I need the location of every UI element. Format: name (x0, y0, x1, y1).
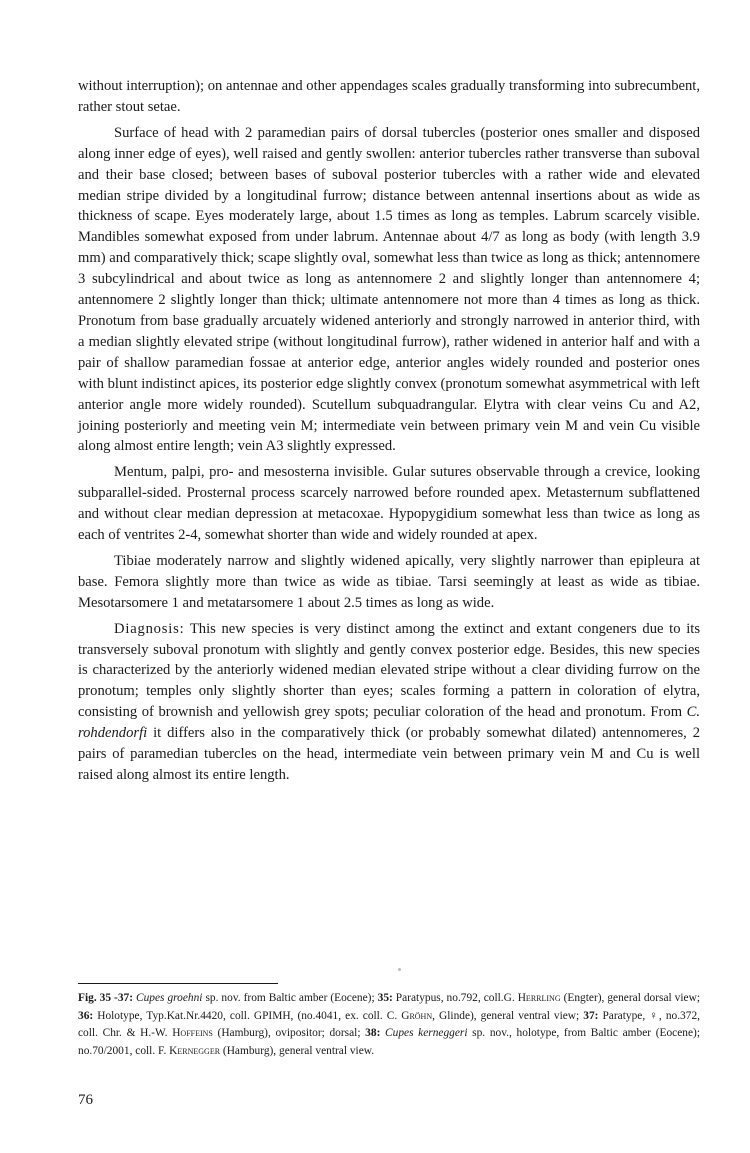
speck (398, 968, 401, 971)
caption-collector-2: Gröhn (401, 1009, 433, 1022)
caption-fig-label: Fig. 35 -37: (78, 992, 134, 1004)
caption-text-1: sp. nov. from Baltic amber (Eocene); (202, 992, 378, 1004)
paragraph-diagnosis (78, 619, 700, 786)
caption-text-6: Paratype, ♀, no.372, coll. Chr. & H.-W. (78, 1009, 700, 1040)
caption-text-5: , Glinde), general ventral view; (432, 1009, 584, 1022)
page-number: 76 (78, 1092, 93, 1108)
caption-text-4: Holotype, Typ.Kat.Nr.4420, coll. GPIMH, (no.4041, ex. coll. C. (93, 1009, 402, 1022)
caption-text-2: Paratypus, no.792, coll.G. (392, 992, 518, 1004)
caption-label-38: 38: (365, 1027, 381, 1040)
caption-collector-4: Kernegger (169, 1044, 221, 1057)
caption-collector-3: Hoffeins (172, 1027, 213, 1040)
caption-rule (78, 983, 278, 984)
caption-collector-1: Herrling (517, 992, 561, 1004)
diagnosis-text-b: it differs also in the comparatively thick (or probably somewhat dilated) antennomeres, 2 pairs of paramedian tubercles on the head, intermediate vein between primary vein M and Cu is well raised along almost its entire length. (78, 725, 700, 783)
caption-species-1: Cupes groehni (136, 992, 203, 1004)
paragraph-3: Mentum, palpi, pro- and mesosterna invisible. Gular sutures observable through a crevice, looking subparallel-sided. Prosternal process scarcely narrowed before rounded apex. Metasternum subflattened and without clear median depression at metacoxae. Hypopygidium somewhat less than twice as long as each of ventrites 2-4, somewhat shorter than wide and widely rounded at apex. (78, 464, 700, 544)
caption-text-7: (Hamburg), ovipositor; dorsal; (212, 1027, 366, 1040)
paragraph-2: Surface of head with 2 paramedian pairs of dorsal tubercles (posterior ones smaller and disposed along inner edge of eyes), well raised and gently swollen: anterior tubercles rather transverse than suboval and their base closed; between bases of suboval posterior tubercles with a rather wide and elevated median stripe divided by a longitudinal furrow; distance between antennal insertions about as wide as thickness of scape. Eyes moderately large, about 1.5 times as long as temples. Labrum scarcely visible. Mandibles somewhat exposed from under labrum. Antennae about 4/7 as long as body (with length 3.9 mm) and comparatively thick; scape slightly oval, somewhat less than twice as long as thick; antennomere 3 subcylindrical and about twice as long as antennomere 2 and slightly longer than antennomere 4; antennomere 2 slightly longer than thick; ultimate antennomere not more than 4 times as long as thick. Pronotum from base gradually arcuately widened anteriorly and strongly narrowed in anterior third, with a median slightly elevated stripe (without longitudinal furrow), rather widened in anterior half and with a pair of shallow paramedian fossae at anterior edge, anterior angles widely rounded and posterior ones with blunt indistinct apices, its posterior edge slightly convex (pronotum somewhat asymmetrical with left anterior angle more widely rounded). Scutellum subquadrangular. Elytra with clear veins Cu and A2, joining posteriorly and meeting vein M; intermediate vein between primary vein M and vein Cu visible along almost entire length; vein A3 slightly expressed. (78, 124, 700, 455)
caption-text-3: (Engter), general dorsal view; (560, 992, 700, 1004)
caption-text-9: (Hamburg), general ventral view. (220, 1044, 375, 1057)
figure-caption (78, 990, 700, 1060)
caption-text-8: sp. nov., holotype, from Baltic amber (Eocene); no.70/2001, coll. F. (78, 1027, 700, 1057)
caption-label-37: 37: (583, 1009, 599, 1022)
diagnosis-text-a: This new species is very distinct among the extinct and extant congeners due to its transversely suboval pronotum with slightly and gently convex posterior edge. Besides, this new species is characterized by the anteriorly widened median elevated stripe without a clear dividing furrow on the pronotum; temples only slightly shorter than eyes; scales forming a pattern in coloration of elytra, consisting of brownish and yellowish grey spots; peculiar coloration of the head and pronotum. From (78, 620, 700, 721)
diagnosis-label: Diagnosis: (114, 620, 185, 637)
caption-label-35: 35: (377, 992, 393, 1004)
paragraph-1: without interruption); on antennae and other appendages scales gradually transforming into subrecumbent, rather stout setae. (78, 78, 700, 115)
species-name: C. rohdendorfi (78, 704, 700, 742)
caption-species-2: Cupes kerneggeri (385, 1027, 468, 1040)
paragraph-4: Tibiae moderately narrow and slightly widened apically, very slightly narrower than epipleura at base. Femora slightly more than twice as wide as tibiae. Tarsi seemingly at least as wide as tibiae. Mesotarsomere 1 and metatarsomere 1 about 2.5 times as long as wide. (78, 552, 700, 611)
main-text (78, 76, 700, 786)
caption-label-36: 36: (78, 1009, 94, 1022)
